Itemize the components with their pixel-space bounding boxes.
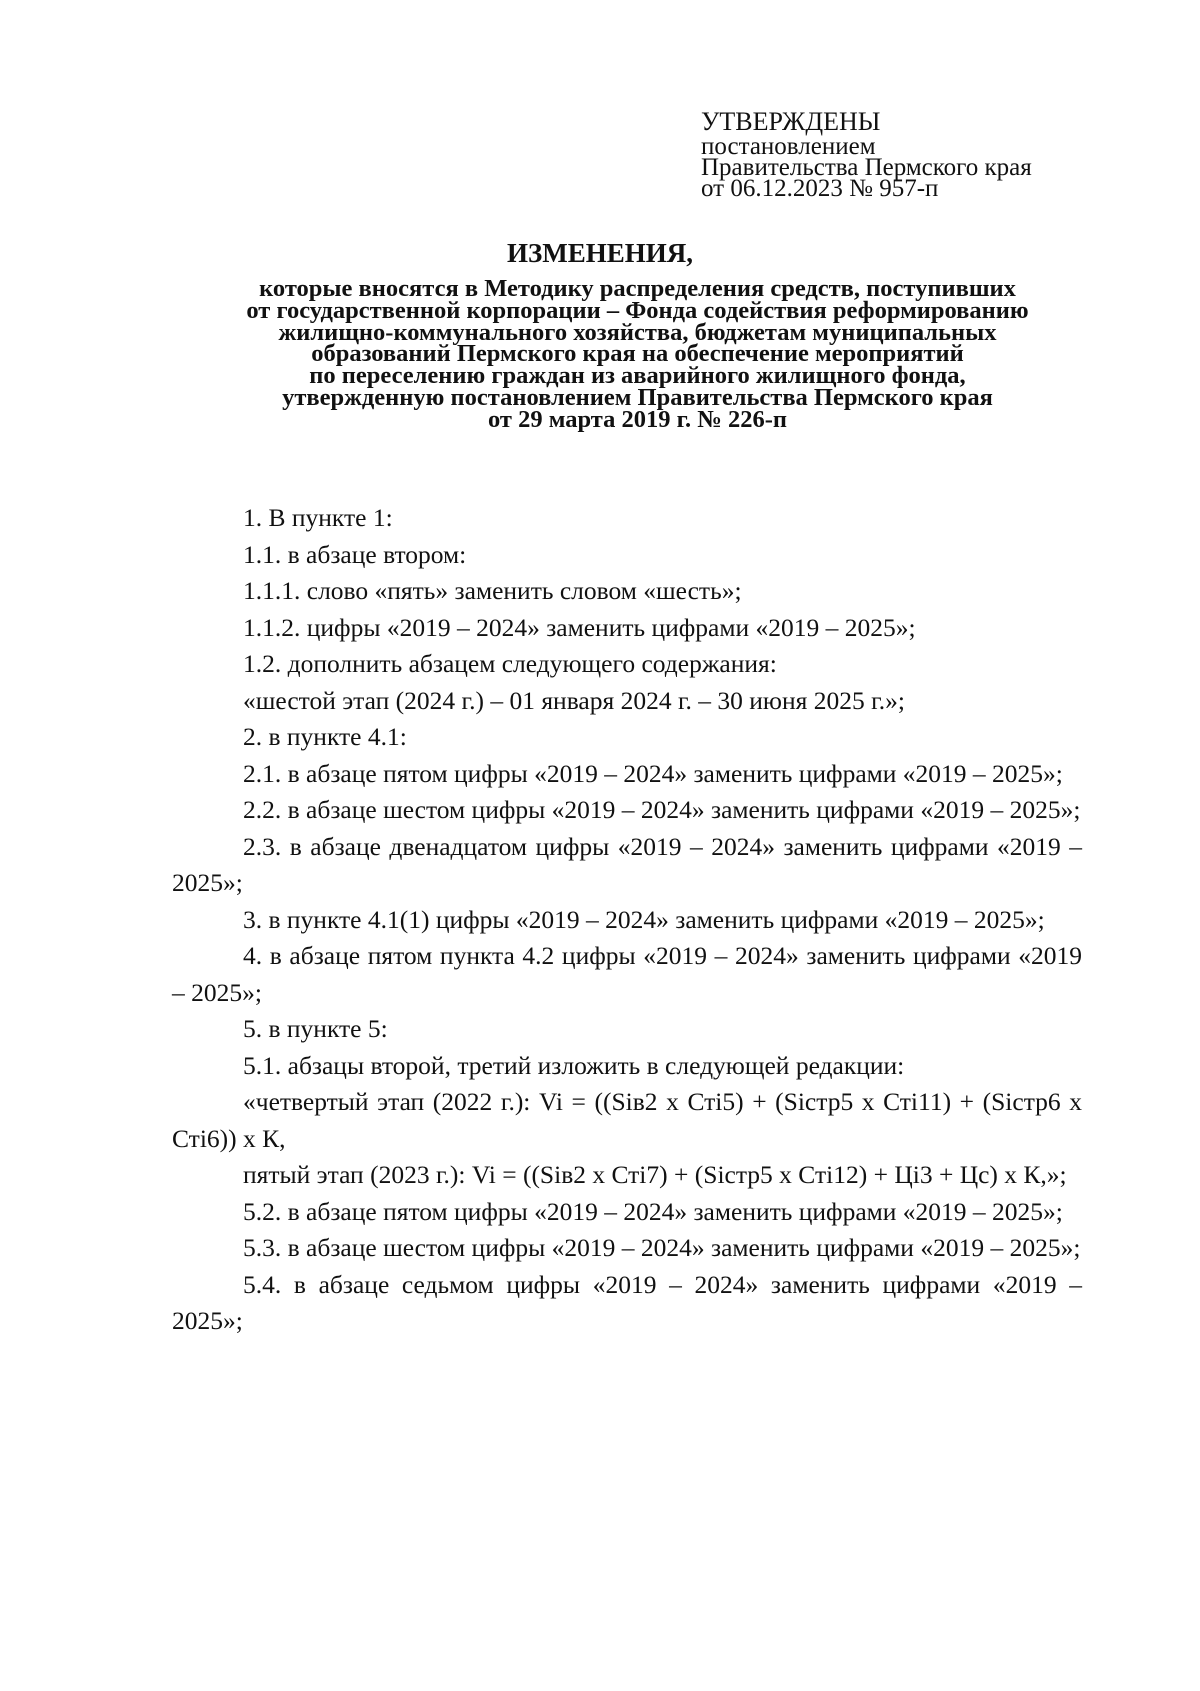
paragraph: 2.3. в абзаце двенадцатом цифры «2019 – 2024» заменить цифрами «2019 – 2025»; — [172, 831, 1082, 897]
subtitle-line: образований Пермского края на обеспечение мероприятий — [311, 340, 964, 368]
subtitle-line: жилищно-коммунального хозяйства, бюджетам муниципальных — [278, 318, 997, 346]
paragraph: 2. в пункте 4.1: — [243, 722, 407, 751]
approval-stamp — [701, 107, 1161, 202]
paragraph: 1.1. в абзаце втором: — [243, 539, 467, 569]
paragraph: 1.1.1. слово «пять» заменить словом «шесть»; — [243, 576, 742, 605]
paragraph: 4. в абзаце пятом пункта 4.2 цифры «2019 – 2024» заменить цифрами «2019 – 2025»; — [172, 941, 1082, 1007]
paragraph: 5.2. в абзаце пятом цифры «2019 – 2024» заменить цифрами «2019 – 2025»; — [243, 1196, 1063, 1226]
subtitle-line: от государственной корпорации – Фонда содействия реформированию — [246, 296, 1029, 324]
paragraph: «четвертый этап (2022 г.): Vi = ((Siв2 x Стi5) + (Siстр5 x Стi11) + (Siстр6 x Стi6)) x К, — [172, 1087, 1082, 1153]
paragraph: 1.1.2. цифры «2019 – 2024» заменить цифрами «2019 – 2025»; — [243, 612, 916, 642]
document-body — [172, 500, 1082, 1340]
document-title: ИЗМЕНЕНИЯ, — [506, 238, 693, 268]
paragraph: 1.2. дополнить абзацем следующего содержания: — [243, 649, 777, 678]
subtitle-line: утвержденную постановлением Правительства Пермского края — [282, 383, 993, 411]
document-subtitle — [100, 275, 1175, 433]
paragraph: 5.4. в абзаце седьмом цифры «2019 – 2024» заменить цифрами «2019 – 2025»; — [172, 1269, 1082, 1335]
paragraph: 3. в пункте 4.1(1) цифры «2019 – 2024» заменить цифрами «2019 – 2025»; — [243, 904, 1045, 934]
paragraph: пятый этап (2023 г.): Vi = ((Siв2 x Стi7) + (Siстр5 x Стi12) + Цi3 + Цс) x К,»; — [243, 1160, 1067, 1189]
paragraph: 1. В пункте 1: — [243, 503, 393, 532]
paragraph: 5. в пункте 5: — [243, 1014, 388, 1043]
paragraph: «шестой этап (2024 г.) – 01 января 2024 г. – 30 июня 2025 г.»; — [243, 685, 905, 715]
approval-line-2: Правительства Пермского края — [701, 154, 1032, 181]
paragraph: 5.1. абзацы второй, третий изложить в следующей редакции: — [243, 1050, 905, 1080]
subtitle-line: которые вносятся в Методику распределения средств, поступивших — [259, 275, 1016, 302]
approval-line-1: постановлением — [701, 133, 876, 160]
paragraph: 2.1. в абзаце пятом цифры «2019 – 2024» заменить цифрами «2019 – 2025»; — [243, 758, 1063, 788]
subtitle-line: по переселению граждан из аварийного жилищного фонда, — [309, 362, 966, 390]
approval-title: УТВЕРЖДЕНЫ — [701, 107, 881, 136]
approval-line-3: от 06.12.2023 № 957-п — [701, 175, 939, 202]
subtitle-line: от 29 марта 2019 г. № 226-п — [487, 405, 787, 433]
paragraph: 5.3. в абзаце шестом цифры «2019 – 2024» заменить цифрами «2019 – 2025»; — [243, 1233, 1081, 1262]
paragraph: 2.2. в абзаце шестом цифры «2019 – 2024» заменить цифрами «2019 – 2025»; — [243, 795, 1081, 824]
